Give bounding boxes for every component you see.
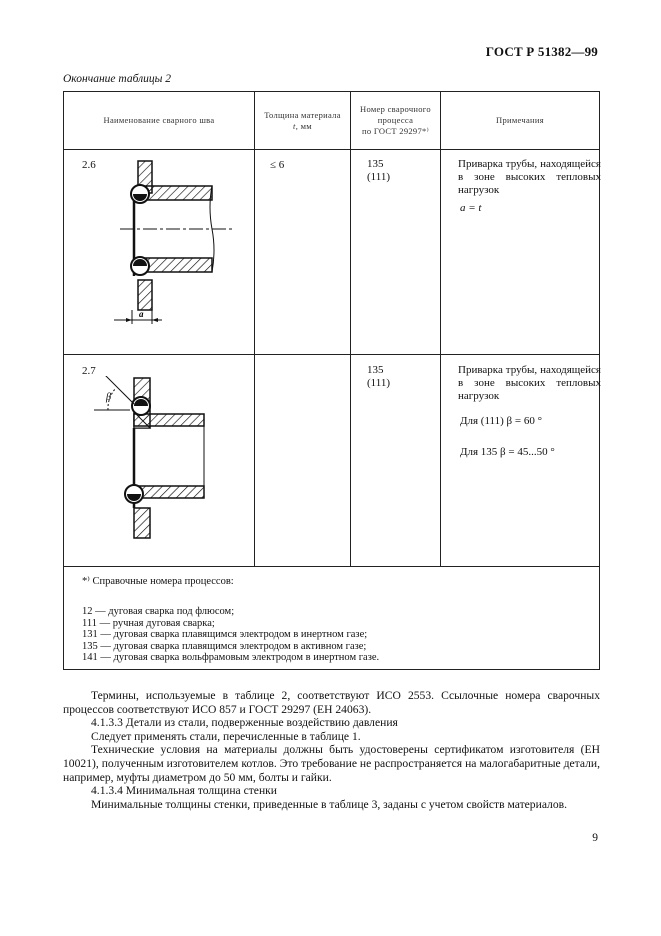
dimension-label: a — [139, 309, 144, 319]
row-number: 2.7 — [82, 365, 96, 377]
angle-label: β — [106, 392, 111, 403]
weld-table — [63, 91, 600, 670]
footnote-item: 141 — дуговая сварка вольфрамовым электродом в инертном газе. — [82, 652, 380, 663]
footnote-title: *⁾ Справочные номера процессов: — [82, 576, 234, 587]
weld-drawing-2-7 — [94, 376, 224, 546]
column-divider — [440, 92, 441, 566]
column-divider — [254, 92, 255, 566]
process-number-alt: (111) — [367, 171, 391, 183]
document-code: ГОСТ Р 51382—99 — [485, 44, 598, 59]
column-header-process: Номер сварочного процесса по ГОСТ 29297*⁾ — [360, 104, 431, 136]
page-number: 9 — [592, 832, 598, 844]
row-divider — [64, 566, 599, 567]
process-number: 135 — [367, 158, 384, 170]
row-note: Приварка трубы, находящейся в зоне высоких тепловых нагрузок — [458, 158, 601, 196]
row-formula: Для (111) β = 60 ° — [460, 415, 543, 427]
footnote-item: 131 — дуговая сварка плавящимся электродом в инертном газе; — [82, 629, 368, 640]
paragraph: Следует применять стали, перечисленные в таблице 1. — [91, 729, 361, 743]
paragraph: Термины, используемые в таблице 2, соответствуют ИСО 2553. Ссылочные номера сварочных процессов соответствуют ИСО 857 и ГОСТ 29297 (ЕН 24063). — [63, 689, 600, 716]
section-heading: 4.1.3.4 Минимальная толщина стенки — [91, 784, 277, 798]
thickness-value: ≤ 6 — [270, 159, 285, 171]
row-formula: a = t — [460, 202, 482, 214]
column-header-thickness: Толщина материала t, мм — [264, 109, 341, 131]
section-heading: 4.1.3.3 Детали из стали, подверженные воздействию давления — [91, 716, 398, 730]
table-caption: Окончание таблицы 2 — [63, 73, 171, 85]
row-divider — [64, 149, 599, 150]
paragraph: Технические условия на материалы должны быть удостоверены сертификатом изготовителя (ЕН 10021), полученным изготовителем котлов. Это требование не распространяется на малогабаритные детали, например, муфты диаметром до 50 мм, болты и гайки. — [63, 743, 600, 784]
footnote-item: 111 — ручная дуговая сварка; — [82, 617, 215, 629]
footnote-item: 12 — дуговая сварка под флюсом; — [82, 606, 235, 617]
row-note: Приварка трубы, находящейся в зоне высоких тепловых нагрузок — [458, 364, 601, 402]
paragraph: Минимальные толщины стенки, приведенные в таблице 3, заданы с учетом свойств материалов. — [91, 797, 568, 811]
column-header-notes: Примечания — [496, 115, 544, 125]
weld-drawing-2-6 — [114, 158, 244, 338]
row-divider — [64, 354, 599, 355]
footnote-item: 135 — дуговая сварка плавящимся электродом в активном газе; — [82, 640, 367, 652]
process-number-alt: (111) — [367, 377, 391, 389]
row-formula: Для 135 β = 45...50 ° — [460, 446, 555, 458]
row-number: 2.6 — [82, 159, 96, 171]
body-text — [63, 689, 600, 811]
process-number: 135 — [367, 364, 384, 376]
column-header-name: Наименование сварного шва — [103, 115, 215, 125]
column-divider — [350, 92, 351, 566]
